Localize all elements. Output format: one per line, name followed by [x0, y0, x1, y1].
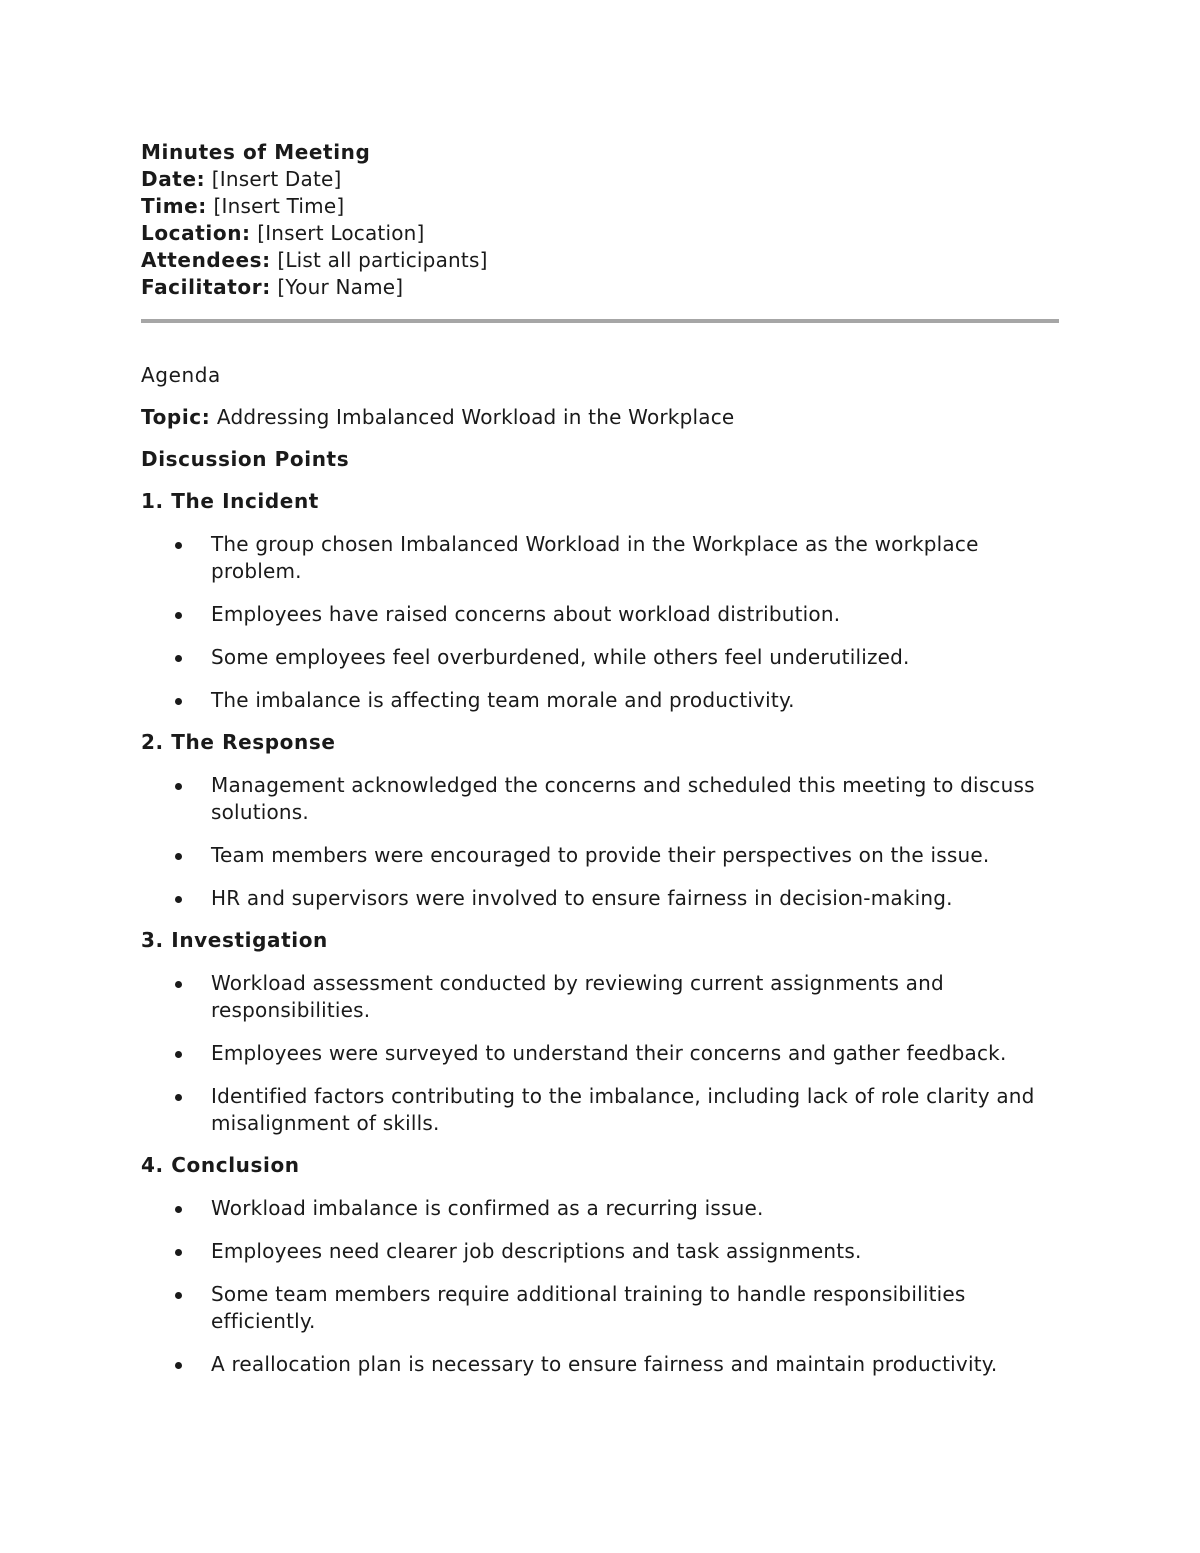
bullet-icon — [175, 1094, 182, 1101]
section-bullets-investigation — [141, 970, 1059, 1137]
list-item-text: The group chosen Imbalanced Workload in the Workplace as the workplace problem. — [211, 532, 979, 583]
list-item — [141, 1238, 1059, 1265]
list-item-text: Workload assessment conducted by reviewing current assignments and responsibilities. — [211, 971, 944, 1022]
bullet-icon — [175, 698, 182, 705]
list-item — [141, 885, 1059, 912]
bullet-icon — [175, 1292, 182, 1299]
topic-value: Addressing Imbalanced Workload in the Workplace — [216, 405, 735, 429]
list-item — [141, 644, 1059, 671]
list-item-text: Employees need clearer job descriptions and task assignments. — [211, 1239, 862, 1263]
list-item — [141, 842, 1059, 869]
topic-label: Topic: — [141, 405, 211, 429]
topic-line — [141, 404, 1059, 431]
bullet-icon — [175, 655, 182, 662]
list-item-text: HR and supervisors were involved to ensure fairness in decision-making. — [211, 886, 953, 910]
list-item-text: Workload imbalance is confirmed as a recurring issue. — [211, 1196, 764, 1220]
bullet-icon — [175, 1249, 182, 1256]
meta-time — [141, 193, 1059, 220]
meta-facilitator — [141, 274, 1059, 301]
meta-value: [Insert Time] — [213, 194, 345, 218]
meta-attendees — [141, 247, 1059, 274]
meta-value: [Insert Date] — [211, 167, 342, 191]
section-heading-investigation: 3. Investigation — [141, 928, 328, 952]
list-item-text: Management acknowledged the concerns and scheduled this meeting to discuss solutions. — [211, 773, 1035, 824]
section-bullets-incident — [141, 531, 1059, 714]
meta-label: Attendees: — [141, 248, 271, 272]
section-bullets-response — [141, 772, 1059, 912]
section-heading-incident: 1. The Incident — [141, 489, 319, 513]
section-bullets-conclusion — [141, 1195, 1059, 1378]
list-item — [141, 1195, 1059, 1222]
discussion-points-heading: Discussion Points — [141, 447, 350, 471]
list-item-text: Some team members require additional training to handle responsibilities efficiently. — [211, 1282, 966, 1333]
meta-label: Facilitator: — [141, 275, 271, 299]
list-item-text: Identified factors contributing to the imbalance, including lack of role clarity and misalignment of skills. — [211, 1084, 1035, 1135]
list-item-text: Team members were encouraged to provide their perspectives on the issue. — [211, 843, 990, 867]
bullet-icon — [175, 981, 182, 988]
meta-value: [Insert Location] — [257, 221, 425, 245]
bullet-icon — [175, 1206, 182, 1213]
list-item — [141, 687, 1059, 714]
meta-label: Time: — [141, 194, 207, 218]
list-item — [141, 772, 1059, 826]
list-item — [141, 1083, 1059, 1137]
meta-location — [141, 220, 1059, 247]
list-item — [141, 1040, 1059, 1067]
list-item-text: The imbalance is affecting team morale and productivity. — [211, 688, 795, 712]
bullet-icon — [175, 853, 182, 860]
meta-label: Date: — [141, 167, 206, 191]
meta-value: [List all participants] — [277, 248, 488, 272]
bullet-icon — [175, 1362, 182, 1369]
section-heading-conclusion: 4. Conclusion — [141, 1153, 300, 1177]
list-item — [141, 601, 1059, 628]
list-item — [141, 1281, 1059, 1335]
list-item — [141, 1351, 1059, 1378]
list-item — [141, 531, 1059, 585]
list-item-text: Some employees feel overburdened, while others feel underutilized. — [211, 645, 910, 669]
bullet-icon — [175, 612, 182, 619]
list-item-text: Employees have raised concerns about workload distribution. — [211, 602, 841, 626]
bullet-icon — [175, 542, 182, 549]
document-page — [141, 139, 1059, 1378]
section-heading-response: 2. The Response — [141, 730, 336, 754]
meta-value: [Your Name] — [277, 275, 404, 299]
meta-date — [141, 166, 1059, 193]
horizontal-divider — [141, 319, 1059, 323]
list-item-text: A reallocation plan is necessary to ensure fairness and maintain productivity. — [211, 1352, 998, 1376]
agenda-heading: Agenda — [141, 363, 221, 387]
list-item — [141, 970, 1059, 1024]
bullet-icon — [175, 783, 182, 790]
meta-label: Location: — [141, 221, 251, 245]
bullet-icon — [175, 896, 182, 903]
list-item-text: Employees were surveyed to understand their concerns and gather feedback. — [211, 1041, 1007, 1065]
document-title: Minutes of Meeting — [141, 140, 371, 164]
bullet-icon — [175, 1051, 182, 1058]
